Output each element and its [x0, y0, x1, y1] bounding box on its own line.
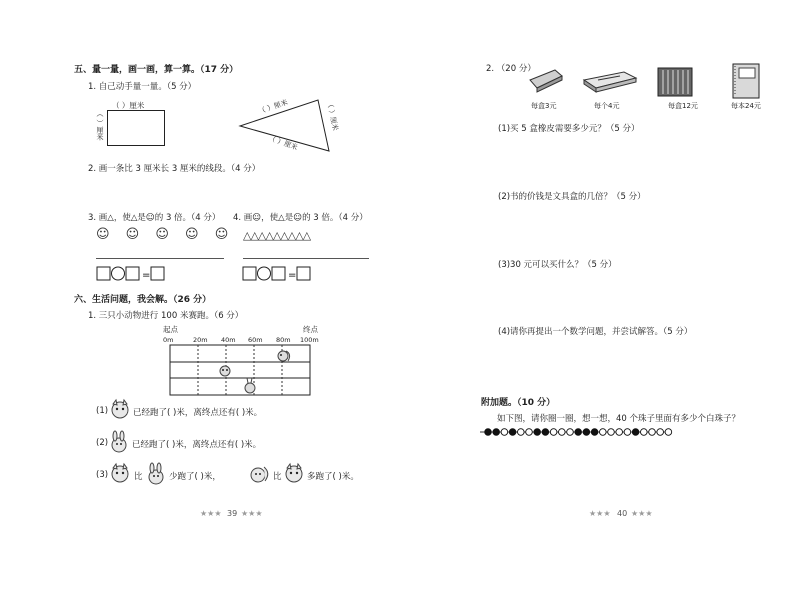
sub-question-2-text: 已经跑了( )米，离终点还有( )米。	[132, 440, 262, 450]
price-pencil-set: 每盒12元	[668, 102, 698, 110]
footer-stars-right-2: ★★★	[631, 509, 653, 518]
black-bead	[509, 429, 516, 436]
black-bead	[583, 429, 590, 436]
question-1: 1. 自己动手量一量。（5 分）	[88, 82, 197, 92]
white-bead	[518, 429, 525, 436]
sub-question-3-more: 多跑了( )米。	[307, 472, 359, 482]
black-bead	[632, 429, 639, 436]
white-bead	[501, 429, 508, 436]
white-bead	[550, 429, 557, 436]
section-6-title: 六、生活问题，我会解。（26 分）	[74, 295, 212, 305]
rect-top-label: （ ）厘米	[112, 101, 145, 110]
question-2-title: 2. （20 分）	[486, 64, 536, 74]
footer-stars-left-2: ★★★	[241, 509, 263, 518]
triangle-row: △△△△△△△△△	[243, 229, 311, 242]
rect-side-label: （ ）厘米	[96, 110, 104, 141]
question-3: 3. 画△，使△是☺的 3 倍。（4 分）	[88, 213, 221, 223]
page-number-left: 39	[227, 509, 238, 518]
sub-question-p3: (3)30 元可以买什么？（5 分）	[498, 260, 617, 270]
white-bead	[526, 429, 533, 436]
svg-text:=: =	[288, 270, 297, 281]
price-eraser: 每盒3元	[531, 102, 557, 110]
triangle-right-label: （ ）厘米	[325, 100, 340, 132]
race-tick-0: 0m	[163, 336, 174, 344]
smiley-row: ☺ ☺ ☺ ☺ ☺	[96, 227, 235, 242]
white-bead	[567, 429, 574, 436]
race-tick-40: 40m	[221, 336, 236, 344]
triangle-left-label: （ ）厘米	[257, 98, 289, 116]
page-number-right: 40	[617, 509, 628, 518]
sub-question-3-compare-1: 比	[134, 472, 143, 482]
svg-text:=: =	[142, 270, 151, 281]
white-bead	[616, 429, 623, 436]
black-bead	[493, 429, 500, 436]
race-end-label: 终点	[303, 325, 318, 334]
bonus-question: 如下图，请你圈一圈，想一想，40 个珠子里面有多少个白珠子？	[497, 414, 741, 424]
white-bead	[641, 429, 648, 436]
sub-question-p1: (1)买 5 盒橡皮需要多少元？（5 分）	[498, 124, 640, 134]
sub-question-1-text: 已经跑了( )米，离终点还有( )米。	[133, 408, 263, 418]
section-5-title: 五、量一量，画一画，算一算。（17 分）	[74, 65, 239, 75]
race-tick-100: 100m	[300, 336, 319, 344]
white-bead	[624, 429, 631, 436]
sub-question-1-num: (1)	[96, 406, 109, 416]
sub-question-p4: (4)请你再提出一个数学问题，并尝试解答。（5 分）	[498, 327, 693, 337]
white-bead	[657, 429, 664, 436]
white-bead	[559, 429, 566, 436]
black-bead	[575, 429, 582, 436]
footer-stars-right-1: ★★★	[589, 509, 611, 518]
price-pencil-box: 每个4元	[594, 102, 620, 110]
triangle-bottom-label: （ ）厘米	[267, 134, 299, 152]
question-2: 2. 画一条比 3 厘米长 3 厘米的线段。（4 分）	[88, 164, 261, 174]
sub-question-2-num: (2)	[96, 438, 109, 448]
sub-question-3-compare-2: 比	[273, 472, 282, 482]
race-tick-20: 20m	[193, 336, 208, 344]
black-bead	[542, 429, 549, 436]
price-notebook: 每本24元	[731, 102, 761, 110]
sub-question-3-num: (3)	[96, 470, 109, 480]
race-start-label: 起点	[163, 325, 178, 334]
question-6-1: 1. 三只小动物进行 100 米赛跑。（6 分）	[88, 311, 244, 321]
white-bead	[600, 429, 607, 436]
sub-question-3-less: 少跑了( )米，	[169, 472, 221, 482]
black-bead	[485, 429, 492, 436]
black-bead	[591, 429, 598, 436]
white-bead	[665, 429, 672, 436]
bonus-title: 附加题。（10 分）	[481, 398, 556, 408]
question-4: 4. 画☺，使△是☺的 3 倍。（4 分）	[233, 213, 368, 223]
white-bead	[649, 429, 656, 436]
race-tick-60: 60m	[248, 336, 263, 344]
black-bead	[534, 429, 541, 436]
footer-stars-left-1: ★★★	[200, 509, 222, 518]
race-tick-80: 80m	[276, 336, 291, 344]
white-bead	[608, 429, 615, 436]
sub-question-p2: (2)书的价钱是文具盒的几倍？（5 分）	[498, 192, 646, 202]
